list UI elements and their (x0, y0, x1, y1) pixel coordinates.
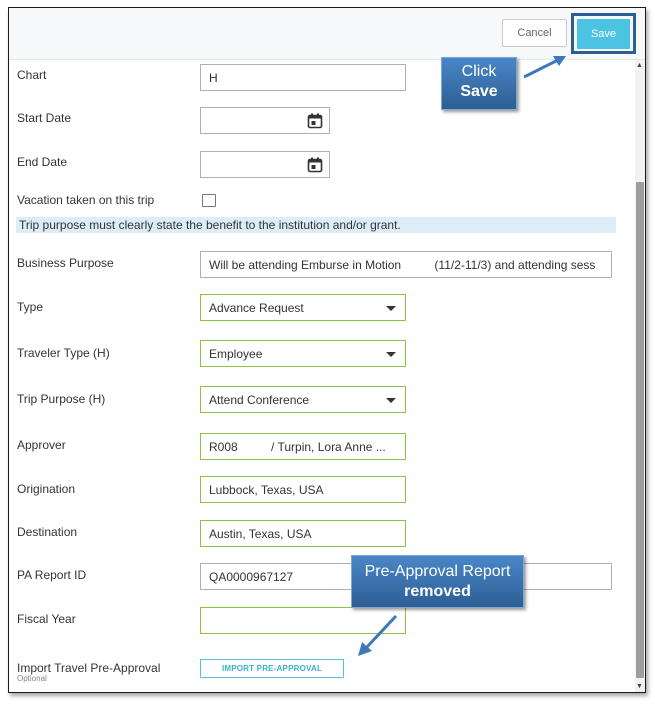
cancel-button[interactable]: Cancel (502, 19, 567, 47)
click-save-callout-line2: Save (460, 83, 498, 100)
approver-value: R008 / Turpin, Lora Anne ... (209, 439, 386, 454)
origination-input[interactable]: Lubbock, Texas, USA (200, 476, 406, 503)
chevron-down-icon (386, 398, 396, 403)
destination-label: Destination (17, 525, 78, 539)
chart-label: Chart (17, 68, 47, 82)
dialog-frame (8, 7, 646, 693)
scroll-down-icon[interactable]: ▼ (636, 683, 643, 690)
save-button[interactable]: Save (577, 19, 630, 49)
fiscal-year-label: Fiscal Year (17, 612, 76, 626)
vacation-checkbox[interactable] (202, 194, 216, 207)
calendar-icon[interactable] (307, 113, 323, 129)
type-value: Advance Request (209, 300, 304, 315)
destination-input[interactable]: Austin, Texas, USA (200, 520, 406, 547)
import-label: Import Travel Pre-Approval (17, 661, 161, 675)
traveler-type-value: Employee (209, 346, 263, 361)
business-purpose-value: Will be attending Emburse in Motion (11/2-11/3) and attending sess (209, 257, 596, 272)
start-date-input[interactable] (200, 107, 330, 134)
callout-arrow-icon (354, 610, 404, 660)
callout-arrow-icon (520, 52, 570, 82)
chevron-down-icon (386, 352, 396, 357)
chevron-down-icon (386, 306, 396, 311)
pa-report-id-input[interactable]: QA0000967127 (200, 563, 612, 590)
traveler-type-select[interactable] (200, 340, 406, 367)
click-save-callout-line1: Click (461, 63, 497, 80)
scrollbar-thumb[interactable] (636, 182, 644, 678)
end-date-label: End Date (17, 155, 68, 169)
end-date-input[interactable] (200, 151, 330, 178)
trip-purpose-value: Attend Conference (209, 392, 310, 407)
traveler-type-label: Traveler Type (H) (17, 346, 110, 360)
save-highlight (571, 13, 636, 54)
trip-purpose-label: Trip Purpose (H) (17, 392, 106, 406)
import-pre-approval-button[interactable]: IMPORT PRE-APPROVAL (200, 659, 344, 678)
type-label: Type (17, 300, 44, 314)
removed-callout-line1: Pre-Approval Report (364, 563, 511, 580)
approver-label: Approver (17, 438, 66, 452)
trip-purpose-notice: Trip purpose must clearly state the benefit to the institution and/or grant. (16, 217, 616, 233)
scrollbar[interactable] (635, 60, 645, 692)
start-date-label: Start Date (17, 111, 72, 125)
type-select[interactable] (200, 294, 406, 321)
pa-report-id-label: PA Report ID (17, 568, 87, 582)
calendar-icon[interactable] (307, 157, 323, 173)
removed-callout-line2: removed (404, 583, 471, 600)
trip-purpose-select[interactable] (200, 386, 406, 413)
origination-label: Origination (17, 482, 76, 496)
business-purpose-input[interactable] (200, 251, 612, 278)
click-save-callout (441, 57, 517, 110)
approver-input[interactable] (200, 433, 406, 460)
scroll-up-icon[interactable]: ▲ (636, 62, 643, 69)
business-purpose-label: Business Purpose (17, 256, 114, 270)
pre-approval-removed-callout (351, 555, 524, 608)
chart-input[interactable]: H (200, 64, 406, 91)
import-optional-label: Optional (17, 674, 47, 683)
vacation-label: Vacation taken on this trip (17, 193, 155, 207)
